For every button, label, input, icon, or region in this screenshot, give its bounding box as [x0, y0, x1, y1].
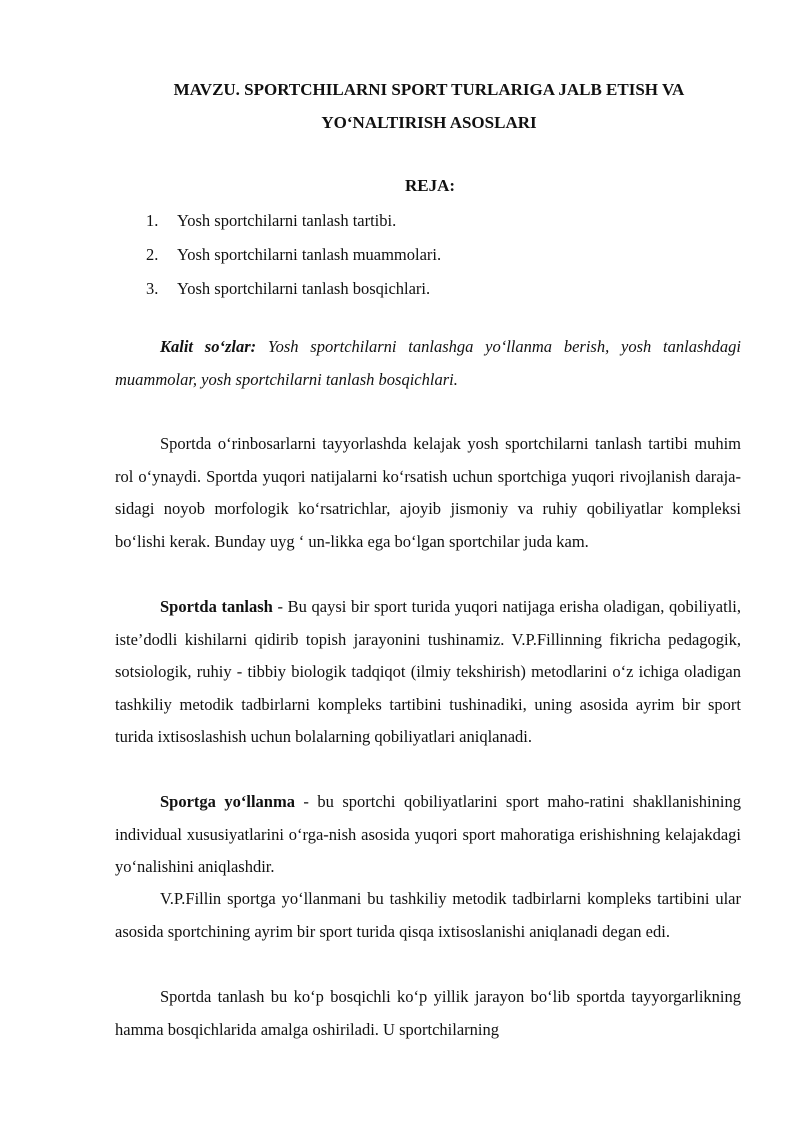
plan-item-number: 1. — [146, 211, 159, 230]
plan-item — [146, 238, 441, 272]
body-paragraph — [115, 883, 741, 948]
plan-list — [146, 204, 441, 306]
body-paragraph — [115, 591, 741, 754]
body-paragraph — [115, 428, 741, 558]
term-sportda-tanlash: Sportda tanlash — [160, 597, 273, 616]
title-line-2: YO‘NALTIRISH ASOSLARI — [321, 113, 537, 132]
plan-item-text: Yosh sportchilarni tanlash bosqichlari. — [177, 279, 431, 298]
plan-item — [146, 204, 441, 238]
body-paragraph — [115, 786, 741, 884]
plan-item-number: 2. — [146, 245, 159, 264]
paragraph-text: V.P.Fillin sportga yo‘llanmani bu tashkiliy metodik tadbirlarni kompleks tartibini ular asosida sportchining ayrim bir sport turida qisqa ixtisoslanishi aniqlanadi degan edi. — [115, 889, 741, 941]
title-line-1: MAVZU. SPORTCHILARNI SPORT TURLARIGA JALB ETISH VA — [173, 80, 685, 99]
keywords-paragraph — [115, 331, 741, 396]
paragraph-text: - bu sportchi qobiliyatlarini sport maho-ratini shakllanishining individual xususiyatlarini o‘rga-nish asosida yuqori sport mahoratiga erishishning kelajakdagi yo‘nalishini aniqlashdir. — [115, 792, 741, 877]
plan-item-text: Yosh sportchilarni tanlash muammolari. — [177, 245, 442, 264]
paragraph-text: Sportda o‘rinbosarlarni tayyorlashda kelajak yosh sportchilarni tanlash tartibi muhim rol o‘ynaydi. Sportda yuqori natijalarni ko‘rsatish uchun sportchiga yuqori rivojlanish daraja-sidagi noyob morfologik ko‘rsatrichlar, ajoyib jismoniy va ruhiy qobiliyatlar kompleksi bo‘lishi kerak. Bunday uyg ‘ un-likka ega bo‘lgan sportchilar juda kam. — [115, 434, 741, 551]
plan-item-number: 3. — [146, 279, 159, 298]
keywords-text: Yosh sportchilarni tanlashga yo‘llanma berish, yosh tanlashdagi muammolar, yosh sportchilarni tanlash bosqichlari. — [115, 337, 741, 389]
keywords-label: Kalit so‘zlar: — [160, 337, 257, 356]
plan-heading: REJA: — [404, 176, 456, 195]
paragraph-text: - Bu qaysi bir sport turida yuqori natijaga erisha oladigan, qobiliyatli, iste’dodli kishilarni qidirib topish jarayonini tushinamiz. V.P.Fillinning fikricha pedagogik, sotsiologik, ruhiy - tibbiy biologik tadqiqot (ilmiy tekshirish) metodlarini o‘z ichiga oladigan tashkiliy metodik tadbirlarni kompleks tartibini tushinadiki, uning asosida ayrim bir sport turida ixtisoslashish uchun bolalarning qobiliyatlari aniqlanadi. — [115, 597, 741, 747]
paragraph-text: Sportda tanlash bu ko‘p bosqichli ko‘p yillik jarayon bo‘lib sportda tayyorgarlikning hamma bosqichlarida amalga oshiriladi. U sportchilarning — [115, 987, 741, 1039]
document-title — [100, 73, 758, 139]
plan-item-text: Yosh sportchilarni tanlash tartibi. — [177, 211, 397, 230]
plan-item — [146, 272, 441, 306]
body-paragraph — [115, 981, 741, 1046]
term-sportga-yollanma: Sportga yo‘llanma — [160, 792, 295, 811]
